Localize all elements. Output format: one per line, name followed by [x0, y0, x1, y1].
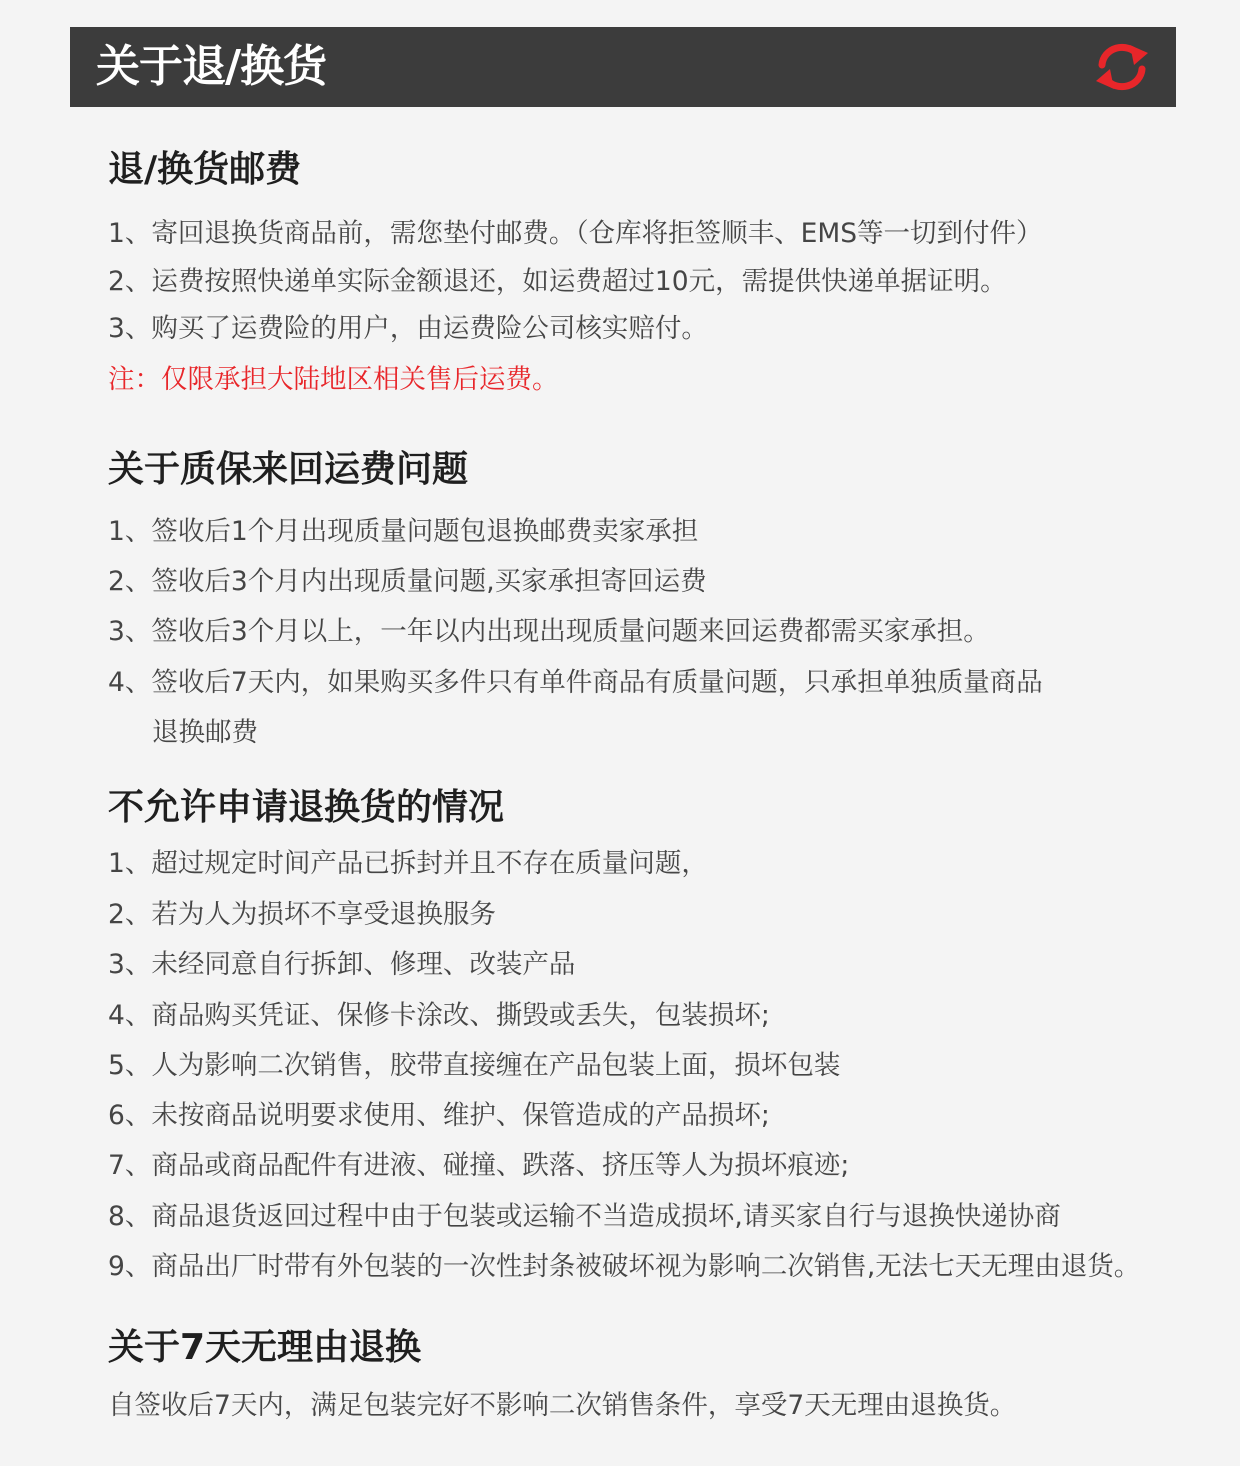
- warranty-item-1: 1、签收后1个月出现质量问题包退换邮费卖家承担: [108, 516, 699, 547]
- not-allowed-item-7: 7、商品或商品配件有进液、碰撞、跌落、挤压等人为损坏痕迹;: [108, 1150, 850, 1181]
- warranty-item-2: 2、签收后3个月内出现质量问题,买家承担寄回运费: [108, 566, 707, 597]
- postage-item-2: 2、运费按照快递单实际金额退还，如运费超过10元，需提供快递单据证明。: [108, 266, 1007, 297]
- not-allowed-item-4: 4、商品购买凭证、保修卡涂改、撕毁或丢失，包装损坏;: [108, 1000, 770, 1031]
- warranty-item-3: 3、签收后3个月以上，一年以内出现出现质量问题来回运费都需买家承担。: [108, 616, 990, 647]
- refresh-icon: [1092, 41, 1152, 93]
- postage-item-1: 1、寄回退换货商品前，需您垫付邮费。（仓库将拒签顺丰、EMS等一切到付件）: [108, 218, 1043, 249]
- not-allowed-item-3: 3、未经同意自行拆卸、修理、改装产品: [108, 949, 576, 980]
- not-allowed-item-6: 6、未按商品说明要求使用、维护、保管造成的产品损坏;: [108, 1100, 770, 1131]
- warranty-item-4: 4、签收后7天内，如果购买多件只有单件商品有质量问题，只承担单独质量商品: [108, 667, 1043, 698]
- section-title-postage: 退/换货邮费: [108, 149, 302, 190]
- warranty-item-4-cont: 退换邮费: [152, 717, 258, 748]
- not-allowed-item-9: 9、商品出厂时带有外包装的一次性封条被破坏视为影响二次销售,无法七天无理由退货。: [108, 1251, 1141, 1282]
- not-allowed-item-2: 2、若为人为损坏不享受退换服务: [108, 899, 496, 930]
- header-bar: [70, 27, 1176, 107]
- not-allowed-item-1: 1、超过规定时间产品已拆封并且不存在质量问题，: [108, 848, 708, 879]
- seven-day-item-1: 自签收后7天内，满足包装完好不影响二次销售条件，享受7天无理由退换货。: [108, 1390, 1017, 1421]
- page-title: 关于退/换货: [96, 41, 327, 92]
- not-allowed-item-5: 5、人为影响二次销售，胶带直接缠在产品包装上面，损坏包装: [108, 1050, 841, 1081]
- postage-note: 注：仅限承担大陆地区相关售后运费。: [108, 364, 559, 395]
- postage-item-3: 3、购买了运费险的用户，由运费险公司核实赔付。: [108, 313, 708, 344]
- section-title-not-allowed: 不允许申请退换货的情况: [108, 787, 505, 828]
- section-title-seven-day: 关于7天无理由退换: [108, 1327, 422, 1368]
- section-title-warranty: 关于质保来回运费问题: [108, 449, 469, 490]
- not-allowed-item-8: 8、商品退货返回过程中由于包装或运输不当造成损坏,请买家自行与退换快递协商: [108, 1201, 1061, 1232]
